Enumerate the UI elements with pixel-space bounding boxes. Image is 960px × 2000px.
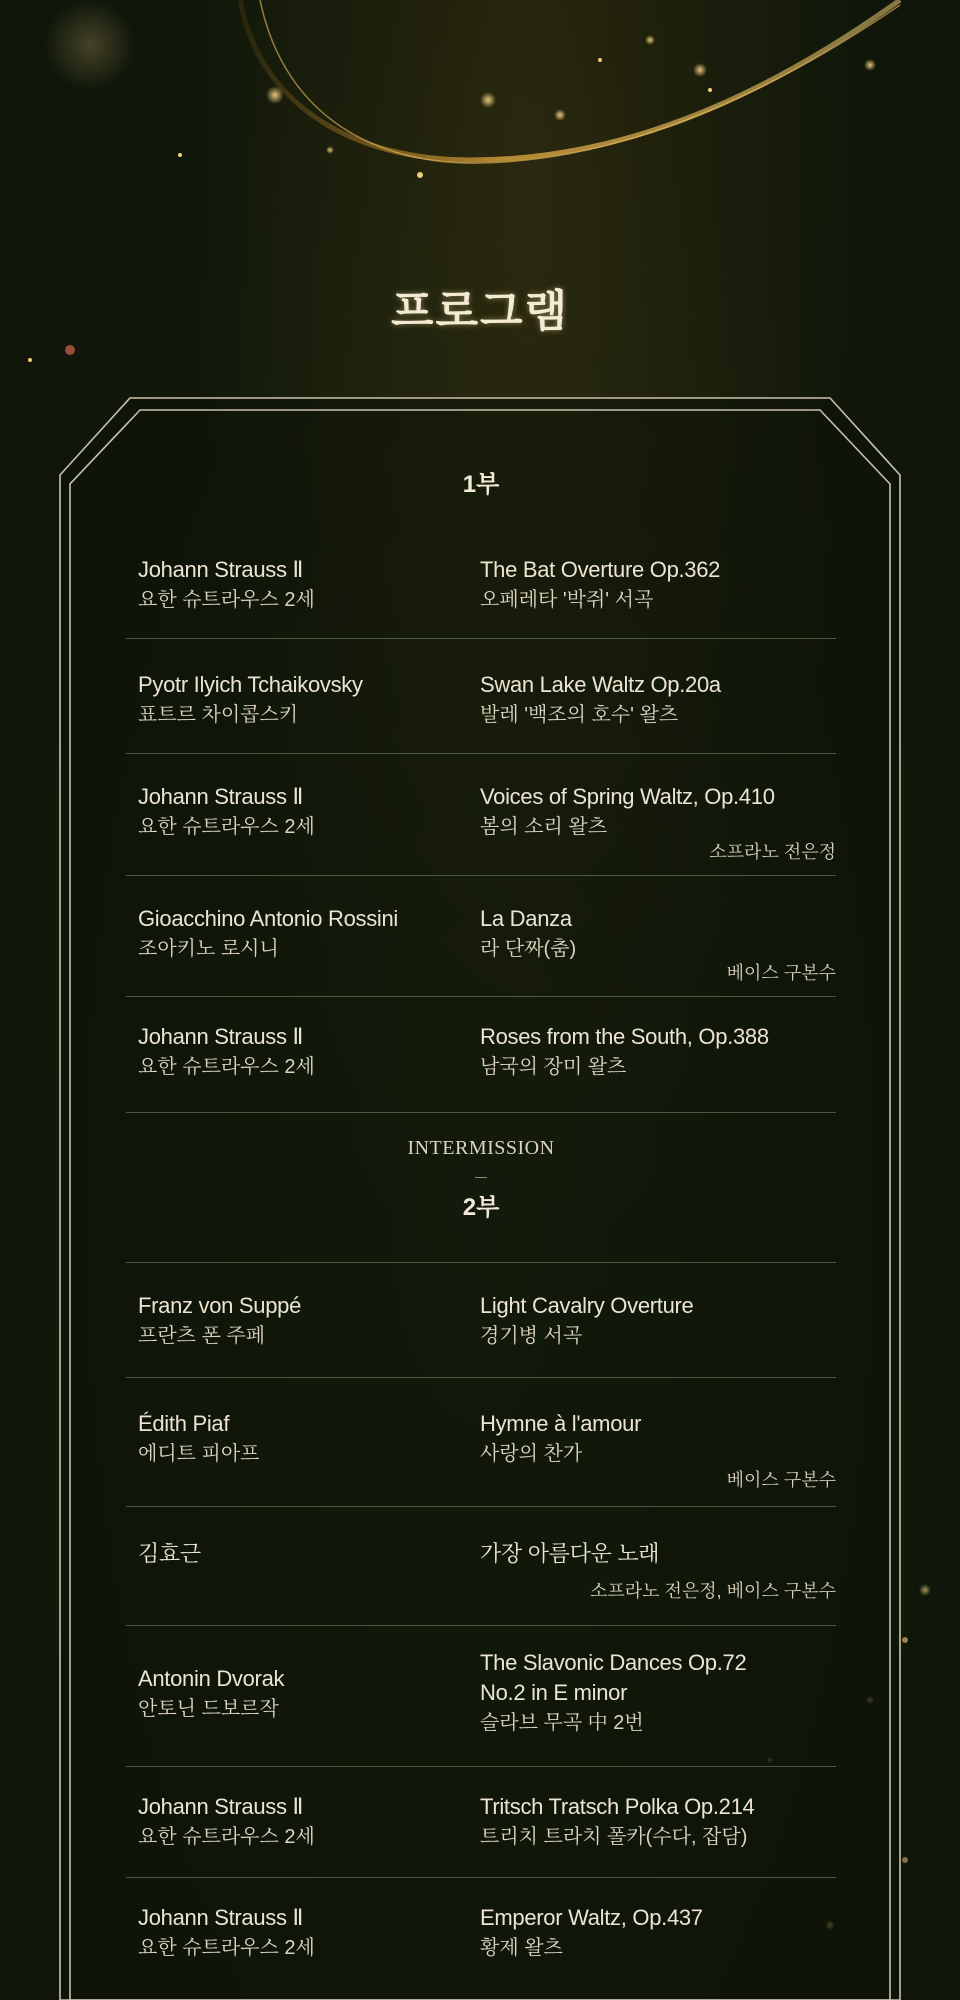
intermission-label: INTERMISSION xyxy=(407,1137,555,1159)
program-row xyxy=(126,997,836,1113)
composer-name-en: Johann Strauss Ⅱ xyxy=(138,784,304,809)
work xyxy=(480,904,836,964)
work-title-en: Emperor Waltz, Op.437 xyxy=(480,1905,703,1930)
performer-credit: 소프라노 전은정 xyxy=(709,842,836,862)
program-row xyxy=(126,1878,836,1978)
program-row xyxy=(126,1507,836,1626)
work xyxy=(480,555,836,615)
work-title-ko: 사랑의 찬가 xyxy=(480,1443,583,1465)
composer xyxy=(138,1903,468,1963)
work-title-ko: 슬라브 무곡 中 2번 xyxy=(480,1712,644,1734)
composer xyxy=(138,1792,468,1852)
work-title-en: Swan Lake Waltz Op.20a xyxy=(480,672,721,697)
work xyxy=(480,670,836,730)
program-row xyxy=(126,1378,836,1507)
part2-heading: 2부 xyxy=(462,1194,500,1221)
part1-heading: 1부 xyxy=(462,471,500,498)
composer-name-ko: 조아키노 로시니 xyxy=(138,938,279,960)
program-list xyxy=(126,460,836,1978)
work-title-ko: 남국의 장미 왈츠 xyxy=(480,1056,627,1078)
composer-name-en: Johann Strauss Ⅱ xyxy=(138,1794,304,1819)
composer-name-en: Antonin Dvorak xyxy=(138,1666,285,1691)
intermission-divider xyxy=(475,1177,487,1178)
work-title-ko: 트리치 트라치 폴카(수다, 잡담) xyxy=(480,1826,748,1848)
composer xyxy=(138,1409,468,1469)
work-title-en: The Slavonic Dances Op.72 xyxy=(480,1650,747,1675)
program-row xyxy=(126,876,836,997)
composer-name-en: Johann Strauss Ⅱ xyxy=(138,1905,304,1930)
work-title-en: Roses from the South, Op.388 xyxy=(480,1024,769,1049)
work xyxy=(480,1539,836,1569)
composer xyxy=(138,1291,468,1351)
composer-name-ko: 표트르 차이콥스키 xyxy=(138,704,299,726)
work-title-en: The Bat Overture Op.362 xyxy=(480,557,721,582)
work-title-en: Tritsch Tratsch Polka Op.214 xyxy=(480,1794,755,1819)
work-title-en: Hymne à l'amour xyxy=(480,1411,642,1436)
work-title-en: Voices of Spring Waltz, Op.410 xyxy=(480,784,775,809)
composer-name-en: Pyotr Ilyich Tchaikovsky xyxy=(138,672,363,697)
work-title-en: La Danza xyxy=(480,906,572,931)
work xyxy=(480,1792,836,1852)
composer xyxy=(138,670,468,730)
program-row xyxy=(126,754,836,876)
composer-name: 김효근 xyxy=(138,1541,201,1566)
performer-credit: 소프라노 전은정, 베이스 구본수 xyxy=(589,1581,836,1601)
work-title-ko: 황제 왈츠 xyxy=(480,1937,563,1959)
composer-name-ko: 에디트 피아프 xyxy=(138,1443,260,1465)
work-title-ko: 오페레타 '박쥐' 서곡 xyxy=(480,589,654,611)
program-row xyxy=(126,639,836,754)
composer xyxy=(138,555,468,615)
composer-name-en: Johann Strauss Ⅱ xyxy=(138,1024,304,1049)
work xyxy=(480,782,836,842)
program-row xyxy=(126,555,836,639)
composer-name-ko: 요한 슈트라우스 2세 xyxy=(138,589,315,611)
work xyxy=(480,1291,836,1351)
work-title-ko: 봄의 소리 왈츠 xyxy=(480,816,608,838)
composer-name-en: Édith Piaf xyxy=(138,1411,230,1436)
program-row xyxy=(126,1262,836,1378)
composer-name-en: Johann Strauss Ⅱ xyxy=(138,557,304,582)
composer-name-en: Gioacchino Antonio Rossini xyxy=(138,906,399,931)
composer-name-ko: 요한 슈트라우스 2세 xyxy=(138,1826,315,1848)
work-title: 가장 아름다운 노래 xyxy=(480,1541,660,1566)
composer-name-ko: 안토닌 드보르작 xyxy=(138,1698,279,1720)
work xyxy=(480,1903,836,1963)
program-row xyxy=(126,1767,836,1878)
composer-name-en: Franz von Suppé xyxy=(138,1293,302,1318)
composer-name-ko: 요한 슈트라우스 2세 xyxy=(138,816,315,838)
composer-name-ko: 요한 슈트라우스 2세 xyxy=(138,1056,315,1078)
composer-name-ko: 프란츠 폰 주페 xyxy=(138,1325,266,1347)
composer xyxy=(138,1022,468,1082)
work xyxy=(480,1409,836,1469)
work xyxy=(480,1022,836,1082)
work-title-ko: 경기병 서곡 xyxy=(480,1325,583,1347)
work-title-en: Light Cavalry Overture xyxy=(480,1293,694,1318)
work-title-ko: 라 단짜(춤) xyxy=(480,938,577,960)
work-subtitle-en: No.2 in E minor xyxy=(480,1680,628,1705)
performer-credit: 베이스 구본수 xyxy=(726,963,836,983)
work xyxy=(480,1648,836,1738)
composer xyxy=(138,1539,468,1569)
performer-credit: 베이스 구본수 xyxy=(726,1470,836,1490)
composer xyxy=(138,904,468,964)
composer xyxy=(138,782,468,842)
page-title: 프로그램 xyxy=(390,286,569,337)
composer xyxy=(138,1664,468,1724)
composer-name-ko: 요한 슈트라우스 2세 xyxy=(138,1937,315,1959)
work-title-ko: 발레 '백조의 호수' 왈츠 xyxy=(480,704,679,726)
program-row xyxy=(126,1626,836,1767)
